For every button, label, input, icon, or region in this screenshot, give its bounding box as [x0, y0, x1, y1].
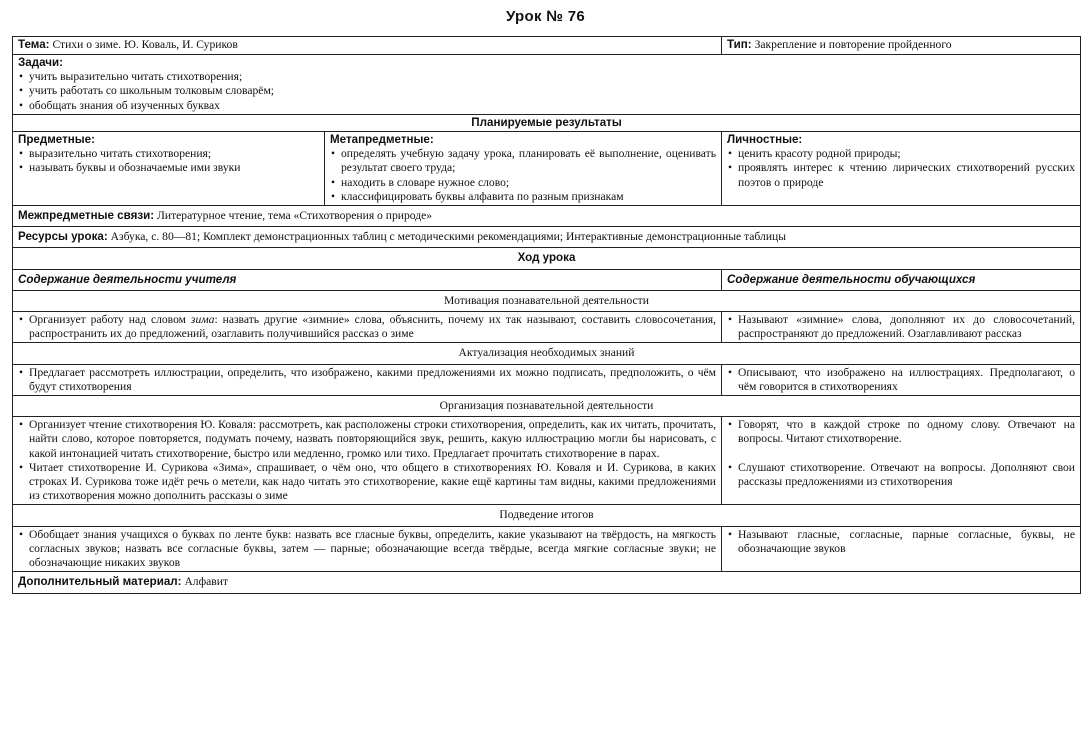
theme-row [13, 37, 1081, 55]
additional-material-value: Алфавит [184, 575, 228, 589]
teacher-activity-cell [13, 364, 722, 395]
list-item: • находить в словаре нужное слово; [330, 176, 716, 190]
lesson-flow-heading-row [13, 248, 1081, 269]
students-activity-cell [722, 364, 1081, 395]
list-item: • определять учебную задачу урока, планировать её выполнение, оценивать результат своего труда; [330, 147, 716, 175]
list-item: • обобщать знания об изученных буквах [18, 99, 1075, 113]
planned-results-heading: Планируемые результаты [13, 114, 1081, 131]
teacher-activity-cell [13, 312, 722, 343]
lesson-title: Урок № 76 [505, 8, 586, 25]
list-item: • Организует чтение стихотворения Ю. Коваля: рассмотреть, как расположены строки стихотворения, определить, как их читать, прочитать, найти слово, которое повторяется, подумать почему, назвать повторяющийся звук, решить, какую иллюстрацию могли бы нарисовать, с какой интонацией читать стихотворение, быстро или медленно, громко или тихо. Предлагает прочитать стихотворение в парах. [18, 418, 716, 461]
stage-heading: Мотивация познавательной деятельности [13, 290, 1081, 311]
students-activity-cell [722, 417, 1081, 505]
column-headings-row [13, 269, 1081, 290]
additional-material-row [13, 572, 1081, 593]
stage-content-row [13, 312, 1081, 343]
students-column-heading: Содержание деятельности обучающихся [722, 269, 1081, 290]
resources-value: Азбука, с. 80—81; Комплект демонстрационных таблиц с методическими рекомендациями; Интерактивные демонстрационные таблицы [110, 230, 787, 244]
subject-results-cell [13, 132, 325, 206]
teacher-activity-cell [13, 526, 722, 572]
students-activity-list [727, 528, 1075, 556]
theme-cell [13, 37, 722, 55]
tasks-row [13, 55, 1081, 115]
list-item: • Описывают, что изображено на иллюстрациях. Предполагают, о чём говорится в стихотворениях [727, 366, 1075, 394]
list-item: • Предлагает рассмотреть иллюстрации, определить, что изображено, какими предложениями их можно подписать, предположить, о чём будут стихотворения [18, 366, 716, 394]
interdisciplinary-row [13, 206, 1081, 227]
emphasized-word: зима [190, 313, 215, 327]
theme-value: Стихи о зиме. Ю. Коваль, И. Суриков [52, 38, 238, 51]
stage-heading-row [13, 396, 1081, 417]
subject-results-label: Предметные: [18, 133, 95, 147]
list-item: • Называют гласные, согласные, парные согласные, буквы, не обозначающие звуков [727, 528, 1075, 556]
list-item: • учить выразительно читать стихотворения; [18, 70, 1075, 84]
tasks-label: Задачи: [18, 56, 63, 69]
subject-results-list [18, 147, 319, 175]
list-item: • проявлять интерес к чтению лирических стихотворений русских поэтов о природе [727, 161, 1075, 189]
stage-heading-row [13, 290, 1081, 311]
additional-material-label: Дополнительный материал: [18, 575, 182, 589]
theme-label: Тема: [18, 38, 50, 51]
meta-results-label: Метапредметные: [330, 133, 434, 147]
list-spacer [727, 447, 1075, 461]
list-item: • Говорят, что в каждой строке по одному слову. Отвечают на вопросы. Читают стихотворение. [727, 418, 1075, 446]
interdisciplinary-value: Литературное чтение, тема «Стихотворения о природе» [157, 209, 433, 223]
lesson-flow-heading: Ход урока [13, 248, 1081, 269]
tasks-cell [13, 55, 1081, 115]
personal-results-label: Личностные: [727, 133, 803, 147]
teacher-activity-list [18, 313, 716, 341]
list-item: • Организует работу над словом зима: назвать другие «зимние» слова, объяснить, почему их так называют, составить словосочетания, распространить их до предложений, озаглавить получившийся рассказ о зиме [18, 313, 716, 341]
resources-row [13, 227, 1081, 248]
planned-results-row [13, 132, 1081, 206]
list-item: • ценить красоту родной природы; [727, 147, 1075, 161]
stage-heading-row [13, 343, 1081, 364]
list-item: • называть буквы и обозначаемые ими звуки [18, 161, 319, 175]
stage-content-row [13, 417, 1081, 505]
type-value: Закрепление и повторение пройденного [754, 38, 952, 51]
personal-results-cell [722, 132, 1081, 206]
interdisciplinary-cell [13, 206, 1081, 227]
tasks-list [18, 70, 1075, 113]
teacher-activity-list [18, 366, 716, 394]
interdisciplinary-label: Межпредметные связи: [18, 209, 155, 223]
additional-material-cell [13, 572, 1081, 593]
meta-results-cell [325, 132, 722, 206]
list-item: • Слушают стихотворение. Отвечают на вопросы. Дополняют свои рассказы предложениями из стихотворения [727, 461, 1075, 489]
list-item: • Читает стихотворение И. Сурикова «Зима», спрашивает, о чём оно, что общего в стихотворениях Ю. Коваля и И. Сурикова, в каких строках И. Сурикова тоже идёт речь о метели, как надо читать это стихотворение, какие ещё картины там видны, какими предложениями из стихотворения можно дополнить рассказы о зиме [18, 461, 716, 504]
list-item: • учить работать со школьным толковым словарём; [18, 84, 1075, 98]
planned-results-heading-row [13, 114, 1081, 131]
stage-content-row [13, 526, 1081, 572]
list-item: • Обобщает знания учащихся о буквах по ленте букв: назвать все гласные буквы, определить, какие указывают на твёрдость, на мягкость согласных звуков; назвать все согласные буквы, затем — парные; обозначающие всегда твёрдые, всегда мягкие согласные звуки; не обозначающие никаких звуков [18, 528, 716, 571]
meta-results-list [330, 147, 716, 204]
type-label: Тип: [727, 38, 752, 51]
resources-label: Ресурсы урока: [18, 230, 108, 244]
students-activity-cell [722, 526, 1081, 572]
students-activity-list [727, 418, 1075, 489]
list-item: • классифицировать буквы алфавита по разным признакам [330, 190, 716, 204]
teacher-column-heading: Содержание деятельности учителя [13, 269, 722, 290]
students-activity-cell [722, 312, 1081, 343]
stage-heading: Подведение итогов [13, 505, 1081, 526]
teacher-activity-list [18, 418, 716, 503]
personal-results-list [727, 147, 1075, 190]
list-item: • Называют «зимние» слова, дополняют их до словосочетаний, распространяют до предложений. Озаглавливают рассказ [727, 313, 1075, 341]
stage-heading: Актуализация необходимых знаний [13, 343, 1081, 364]
lesson-plan-table [12, 36, 1081, 594]
stage-content-row [13, 364, 1081, 395]
teacher-activity-list [18, 528, 716, 571]
stage-heading: Организация познавательной деятельности [13, 396, 1081, 417]
students-activity-list [727, 366, 1075, 394]
type-cell [722, 37, 1081, 55]
students-activity-list [727, 313, 1075, 341]
resources-cell [13, 227, 1081, 248]
list-item: • выразительно читать стихотворения; [18, 147, 319, 161]
teacher-activity-cell [13, 417, 722, 505]
stage-heading-row [13, 505, 1081, 526]
